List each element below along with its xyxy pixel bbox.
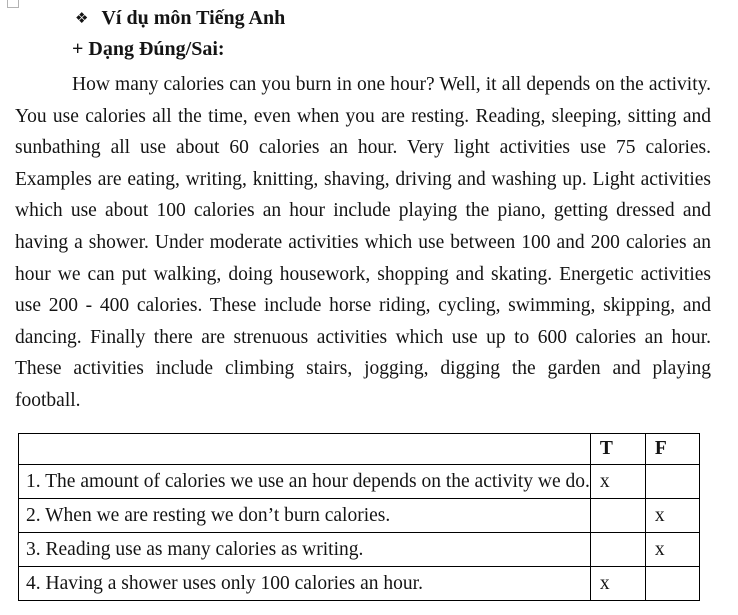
statement-cell: 3. Reading use as many calories as writing. bbox=[19, 533, 591, 567]
cropped-square-artifact bbox=[7, 0, 19, 8]
reading-passage: How many calories can you burn in one hour? Well, it all depends on the activity. You use calories all the time, even when you are resting. Reading, sleeping, sitting and sunbathing all use about 60 calories an hour. Very light activities use 75 calories. Examples are eating, writing, knitting, shaving, driving and washing up. Light activities which use about 100 calories an hour include playing the piano, getting dressed and having a shower. Under moderate activities which use between 100 and 200 calories an hour we can put walking, doing housework, shopping and skating. Energetic activities use 200 - 400 calories. These include horse riding, cycling, swimming, skipping, and dancing. Finally there are strenuous activities which use up to 600 calories an hour. These activities include climbing stairs, jogging, digging the garden and playing football. bbox=[15, 74, 711, 411]
statement-cell: 1. The amount of calories we use an hour depends on the activity we do. bbox=[19, 465, 591, 499]
true-mark-cell bbox=[590, 499, 645, 533]
statement-cell: 2. When we are resting we don’t burn calories. bbox=[19, 499, 591, 533]
table-row-2 bbox=[19, 499, 700, 533]
true-mark-cell bbox=[590, 533, 645, 567]
diamond-bullet-icon: ❖ bbox=[75, 9, 89, 27]
false-column-header: F bbox=[645, 434, 699, 465]
table-row-1 bbox=[19, 465, 700, 499]
true-false-format-heading: + Dạng Đúng/Sai: bbox=[72, 38, 225, 60]
true-column-header: T bbox=[590, 434, 645, 465]
table-row-3 bbox=[19, 533, 700, 567]
true-mark-cell: x bbox=[590, 465, 645, 499]
true-false-table bbox=[18, 433, 700, 601]
statement-header-cell bbox=[19, 434, 591, 465]
statement-cell: 4. Having a shower uses only 100 calories an hour. bbox=[19, 567, 591, 601]
example-heading-text: Ví dụ môn Tiếng Anh bbox=[101, 7, 286, 29]
true-mark-cell: x bbox=[590, 567, 645, 601]
example-heading bbox=[75, 7, 285, 30]
false-mark-cell: x bbox=[645, 499, 699, 533]
false-mark-cell bbox=[645, 465, 699, 499]
table-header-row bbox=[19, 434, 700, 465]
table-row-4 bbox=[19, 567, 700, 601]
false-mark-cell: x bbox=[645, 533, 699, 567]
false-mark-cell bbox=[645, 567, 699, 601]
